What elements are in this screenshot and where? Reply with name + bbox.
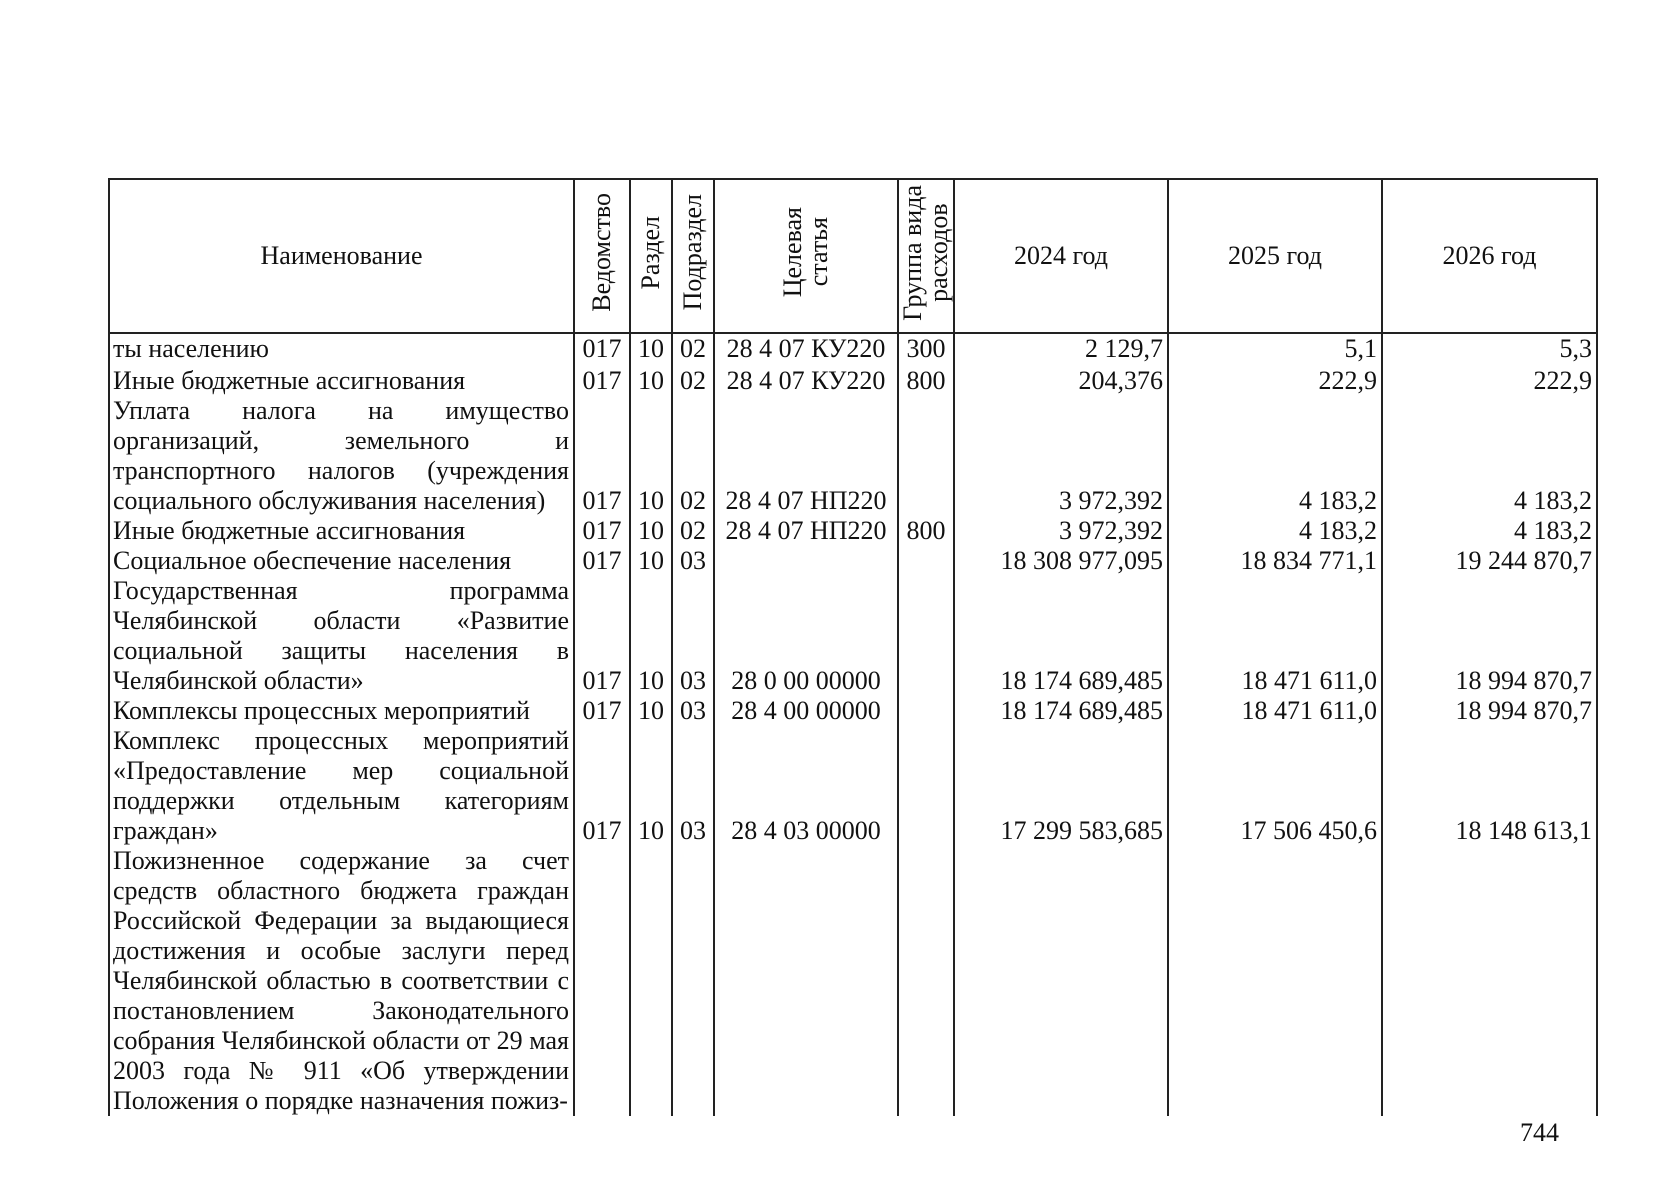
row-section: 10 [630, 396, 672, 516]
row-2024: 18 174 689,485 [954, 696, 1168, 726]
row-section: 10 [630, 333, 672, 364]
row-target-article: 28 4 07 НП220 [714, 396, 898, 516]
table-row [109, 364, 1597, 396]
row-name: Социальное обеспечение населения [109, 546, 574, 576]
row-expense-group [898, 396, 954, 516]
row-2025: 18 471 611,0 [1168, 696, 1382, 726]
row-2026: 5,3 [1382, 333, 1597, 364]
row-target-article [714, 546, 898, 576]
row-expense-group [898, 726, 954, 846]
row-section: 10 [630, 696, 672, 726]
row-department: 017 [574, 546, 630, 576]
row-target-article: 28 0 00 00000 [714, 576, 898, 696]
row-name: Государственная программа Челябинской области «Развитие социальной защиты населения в Челябинской области» [109, 576, 574, 696]
row-name: Иные бюджетные ассигнования [109, 516, 574, 546]
row-expense-group [898, 846, 954, 1116]
row-2025: 18 471 611,0 [1168, 576, 1382, 696]
row-2024: 2 129,7 [954, 333, 1168, 364]
header-2026: 2026 год [1382, 179, 1597, 333]
row-2024: 17 299 583,685 [954, 726, 1168, 846]
header-target-article: Целевая статья [714, 179, 898, 333]
row-expense-group [898, 576, 954, 696]
row-2024: 18 174 689,485 [954, 576, 1168, 696]
row-subsection: 02 [672, 333, 714, 364]
header-section: Раздел [630, 179, 672, 333]
row-target-article: 28 4 07 НП220 [714, 516, 898, 546]
table-row [109, 546, 1597, 576]
row-department: 017 [574, 396, 630, 516]
row-2026 [1382, 846, 1597, 1116]
row-name: Комплекс процессных мероприятий «Предоставление мер социальной поддержки отдельным категориям граждан» [109, 726, 574, 846]
row-2026: 222,9 [1382, 364, 1597, 396]
row-expense-group: 800 [898, 516, 954, 546]
row-2024 [954, 846, 1168, 1116]
row-section: 10 [630, 516, 672, 546]
row-name: Уплата налога на имущество организаций, земельного и транспортного налогов (учреждения социального обслуживания населения) [109, 396, 574, 516]
row-2026: 4 183,2 [1382, 396, 1597, 516]
row-2025: 5,1 [1168, 333, 1382, 364]
table-row [109, 696, 1597, 726]
row-section [630, 846, 672, 1116]
row-name: Комплексы процессных мероприятий [109, 696, 574, 726]
row-2026: 18 994 870,7 [1382, 576, 1597, 696]
table-row [109, 726, 1597, 846]
row-subsection: 02 [672, 396, 714, 516]
row-expense-group: 800 [898, 364, 954, 396]
table-row [109, 846, 1597, 1116]
row-subsection: 02 [672, 364, 714, 396]
table-row [109, 576, 1597, 696]
row-2025: 4 183,2 [1168, 516, 1382, 546]
header-department: Ведомство [574, 179, 630, 333]
row-department: 017 [574, 696, 630, 726]
row-target-article: 28 4 07 КУ220 [714, 333, 898, 364]
row-2025: 17 506 450,6 [1168, 726, 1382, 846]
row-expense-group [898, 546, 954, 576]
row-target-article [714, 846, 898, 1116]
row-target-article: 28 4 07 КУ220 [714, 364, 898, 396]
row-name: Пожизненное содержание за счет средств областного бюджета граждан Российской Федерации за выдающиеся достижения и особые заслуги перед Челябинской областью в соответствии с постановлением Законодательного собрания Челябинской области от 29 мая 2003 года № 911 «Об утверждении Положения о порядке назначения пожиз- [109, 846, 574, 1116]
row-department: 017 [574, 364, 630, 396]
row-target-article: 28 4 03 00000 [714, 726, 898, 846]
table-row [109, 396, 1597, 516]
row-department: 017 [574, 333, 630, 364]
row-subsection: 02 [672, 516, 714, 546]
row-subsection [672, 846, 714, 1116]
page-number: 744 [1520, 1118, 1559, 1147]
row-2026: 19 244 870,7 [1382, 546, 1597, 576]
row-department: 017 [574, 726, 630, 846]
header-2025: 2025 год [1168, 179, 1382, 333]
row-name: ты населению [109, 333, 574, 364]
row-2025 [1168, 846, 1382, 1116]
row-2024: 204,376 [954, 364, 1168, 396]
header-expense-group: Группа вида расходов [898, 179, 954, 333]
header-row [109, 179, 1597, 333]
header-subsection: Подраздел [672, 179, 714, 333]
header-2024: 2024 год [954, 179, 1168, 333]
row-section: 10 [630, 576, 672, 696]
row-section: 10 [630, 726, 672, 846]
table-row [109, 333, 1597, 364]
row-2025: 18 834 771,1 [1168, 546, 1382, 576]
row-subsection: 03 [672, 576, 714, 696]
row-2024: 18 308 977,095 [954, 546, 1168, 576]
row-section: 10 [630, 364, 672, 396]
row-subsection: 03 [672, 726, 714, 846]
row-department [574, 846, 630, 1116]
row-subsection: 03 [672, 546, 714, 576]
row-2026: 4 183,2 [1382, 516, 1597, 546]
row-2024: 3 972,392 [954, 396, 1168, 516]
header-name: Наименование [109, 179, 574, 333]
budget-table [108, 178, 1598, 1116]
row-section: 10 [630, 546, 672, 576]
row-department: 017 [574, 576, 630, 696]
row-2026: 18 994 870,7 [1382, 696, 1597, 726]
row-2024: 3 972,392 [954, 516, 1168, 546]
table-row [109, 516, 1597, 546]
row-2026: 18 148 613,1 [1382, 726, 1597, 846]
row-department: 017 [574, 516, 630, 546]
row-name: Иные бюджетные ассигнования [109, 364, 574, 396]
row-expense-group [898, 696, 954, 726]
row-2025: 222,9 [1168, 364, 1382, 396]
row-2025: 4 183,2 [1168, 396, 1382, 516]
row-expense-group: 300 [898, 333, 954, 364]
row-target-article: 28 4 00 00000 [714, 696, 898, 726]
row-subsection: 03 [672, 696, 714, 726]
